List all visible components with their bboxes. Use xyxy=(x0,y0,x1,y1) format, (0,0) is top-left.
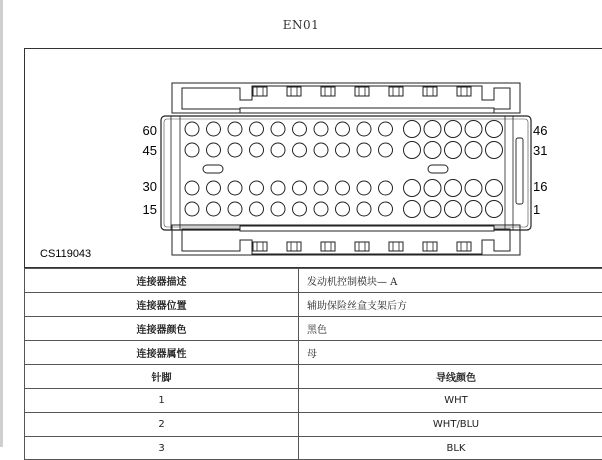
pin-cavity xyxy=(271,122,285,136)
pin-cavity xyxy=(404,180,421,197)
pin-label-45: 45 xyxy=(143,143,157,158)
pin-cavity xyxy=(293,181,307,195)
pin-cavity xyxy=(424,121,441,138)
pin-number: 1 xyxy=(25,389,299,413)
pin-cavity xyxy=(404,142,421,159)
pin-label-16: 16 xyxy=(533,179,547,194)
header-pin: 针脚 xyxy=(25,365,299,389)
info-label: 连接器描述 xyxy=(25,269,299,293)
pin-cavity xyxy=(207,122,221,136)
pin-cavity xyxy=(357,122,371,136)
pin-cavity xyxy=(424,142,441,159)
pin-cavity xyxy=(486,201,503,218)
pin-cavity xyxy=(445,180,462,197)
pin-cavity xyxy=(314,122,328,136)
pin-number: 3 xyxy=(25,437,299,460)
pin-cavity xyxy=(271,202,285,216)
pin-cavity xyxy=(357,202,371,216)
pin-cavity xyxy=(424,180,441,197)
pin-cavity xyxy=(379,181,393,195)
pin-row xyxy=(25,437,602,460)
wire-color: WHT/BLU xyxy=(299,413,602,437)
pin-cavity xyxy=(379,143,393,157)
body-left-rail xyxy=(171,116,180,230)
info-label: 连接器位置 xyxy=(25,293,299,317)
wire-color: WHT xyxy=(299,389,602,413)
pin-cavity xyxy=(486,121,503,138)
pin-cavity xyxy=(486,180,503,197)
pin-row xyxy=(25,389,602,413)
pin-cavity xyxy=(465,201,482,218)
latch-tab xyxy=(321,242,335,251)
latch-tab xyxy=(423,87,437,96)
info-row-location xyxy=(25,293,602,317)
info-value: 黑色 xyxy=(299,317,602,341)
pin-cavity xyxy=(250,143,264,157)
pin-cavity xyxy=(228,181,242,195)
pin-cavity xyxy=(228,122,242,136)
latch-tab xyxy=(457,87,471,96)
figure-id: CS119043 xyxy=(40,248,91,260)
key-slot xyxy=(203,165,223,173)
pin-cavity xyxy=(314,143,328,157)
key-slot xyxy=(428,165,448,173)
pin-cavity xyxy=(314,181,328,195)
latch-tab xyxy=(287,242,301,251)
pin-cavity xyxy=(336,143,350,157)
pin-number: 2 xyxy=(25,413,299,437)
latch-tab xyxy=(321,87,335,96)
pin-label-31: 31 xyxy=(533,143,547,158)
latch-tab xyxy=(457,242,471,251)
latch-tab xyxy=(253,87,267,96)
pin-cavity xyxy=(185,143,199,157)
pin-cavity xyxy=(445,201,462,218)
pin-cavity xyxy=(207,181,221,195)
pin-cavity xyxy=(336,122,350,136)
pin-cavity xyxy=(336,202,350,216)
pin-cavity xyxy=(465,180,482,197)
pin-cavity xyxy=(445,121,462,138)
pin-cavity xyxy=(357,143,371,157)
pin-cavity xyxy=(250,181,264,195)
info-row-color xyxy=(25,317,602,341)
pin-cavity xyxy=(404,201,421,218)
latch-tab xyxy=(287,87,301,96)
info-label: 连接器属性 xyxy=(25,341,299,365)
pin-cavity xyxy=(185,181,199,195)
latch-tab xyxy=(355,87,369,96)
pin-table-header xyxy=(25,365,602,389)
info-label: 连接器颜色 xyxy=(25,317,299,341)
pin-cavity xyxy=(271,143,285,157)
pin-cavity xyxy=(486,142,503,159)
pin-label-46: 46 xyxy=(533,123,547,138)
info-value: 发动机控制模块— A xyxy=(299,269,602,293)
pin-label-30: 30 xyxy=(143,179,157,194)
pin-cavity xyxy=(207,143,221,157)
top-latch-tabs xyxy=(253,87,471,96)
pin-cavity xyxy=(336,181,350,195)
pin-row xyxy=(25,413,602,437)
pin-cavity xyxy=(228,202,242,216)
latch-tab xyxy=(253,242,267,251)
pin-cavity xyxy=(250,122,264,136)
top-latch-slot xyxy=(240,108,494,113)
page-title: EN01 xyxy=(0,18,602,32)
bottom-latch-slot xyxy=(240,226,494,231)
header-wire-color: 导线颜色 xyxy=(299,365,602,389)
pin-label-15: 15 xyxy=(143,202,157,217)
latch-tab xyxy=(355,242,369,251)
pin-cavity xyxy=(185,202,199,216)
polarization-key xyxy=(516,138,523,204)
pin-cavity xyxy=(404,121,421,138)
info-value: 辅助保险丝盒支架后方 xyxy=(299,293,602,317)
pin-cavity xyxy=(293,122,307,136)
pin-cavity xyxy=(465,121,482,138)
pin-label-1: 1 xyxy=(533,202,540,217)
pin-cavity xyxy=(271,181,285,195)
pin-label-60: 60 xyxy=(143,123,157,138)
connector-info-table xyxy=(24,268,602,460)
pin-cavity xyxy=(424,201,441,218)
pin-grid xyxy=(185,121,503,218)
pin-cavity xyxy=(379,122,393,136)
pin-cavity xyxy=(314,202,328,216)
pin-cavity xyxy=(293,202,307,216)
pin-cavity xyxy=(207,202,221,216)
pin-cavity xyxy=(250,202,264,216)
pin-cavity xyxy=(185,122,199,136)
latch-tab xyxy=(423,242,437,251)
body-right-rail xyxy=(505,116,513,230)
pin-cavity xyxy=(445,142,462,159)
latch-tab xyxy=(389,87,403,96)
pin-cavity xyxy=(357,181,371,195)
info-row-gender xyxy=(25,341,602,365)
wire-color: BLK xyxy=(299,437,602,460)
info-row-description xyxy=(25,269,602,293)
latch-tab xyxy=(389,242,403,251)
pin-cavity xyxy=(293,143,307,157)
pin-cavity xyxy=(465,142,482,159)
bottom-latch-tabs xyxy=(253,242,471,251)
info-value: 母 xyxy=(299,341,602,365)
pin-cavity xyxy=(379,202,393,216)
pin-cavity xyxy=(228,143,242,157)
